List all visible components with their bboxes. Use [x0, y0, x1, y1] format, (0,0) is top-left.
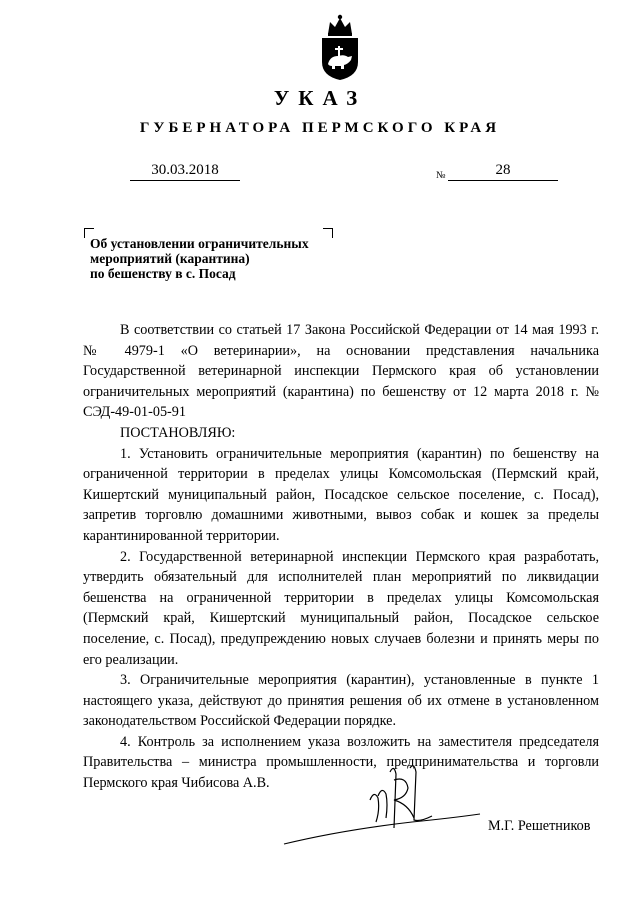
number-label: № — [436, 170, 446, 181]
decree-heading: ПОСТАНОВЛЯЮ: — [120, 424, 236, 441]
preamble-paragraph: В соответствии со статьей 17 Закона Российской Федерации от 14 мая 1993 г. № 4979-1 «О ветеринарии», на основании представления начальника Государственной ветеринарной инспекции Пермского края об установлении ограничительных мероприятий (карантина) по бешенству от 12 марта 2018 г. № СЭД-49-01-05-91 — [83, 322, 599, 421]
document-number: 28 — [448, 162, 558, 181]
subject-line: по бешенству в с. Посад — [90, 266, 236, 281]
subject-line: Об установлении ограничительных — [90, 236, 309, 251]
document-issuer: ГУБЕРНАТОРА ПЕРМСКОГО КРАЯ — [139, 120, 501, 136]
subject-line: мероприятий (карантина) — [90, 251, 250, 266]
decree-item: 4. Контроль за исполнением указа возложить на заместителя председателя Правительства – министра промышленности, предпринимательства и торговли Пермского края Чибисова А.В. — [83, 733, 599, 792]
decree-item: 1. Установить ограничительные мероприятия (карантин) по бешенству на ограниченной территории в пределах улицы Комсомольская (Пермский край, Кишертский муниципальный район, Посадское сельское поселение, с. Посад), запретив торговлю домашними животными, вывоз собак и кошек за пределы карантинированной территории. — [83, 445, 599, 544]
document-body — [83, 320, 599, 794]
coat-of-arms-icon — [318, 12, 362, 82]
document-subject — [90, 236, 350, 281]
decree-item: 2. Государственной ветеринарной инспекции Пермского края разработать, утвердить обязательный для исполнителей план мероприятий по ликвидации бешенства на ограниченной территории в пределах улицы Комсомольская (Пермский край, Кишертский муниципальный район, Посадское сельское поселение, с. Посад), предупреждению новых случаев болезни и принять меры по его реализации. — [83, 548, 599, 668]
decree-item: 3. Ограничительные мероприятия (карантин), установленные в пункте 1 настоящего указа, действуют до принятия решения об их отмене в установленном законодательством Российской Федерации порядке. — [83, 672, 599, 730]
signature-icon — [282, 760, 482, 848]
document-title: УКАЗ — [273, 86, 367, 110]
document-date: 30.03.2018 — [130, 162, 240, 181]
signer-name: М.Г. Решетников — [488, 818, 591, 834]
